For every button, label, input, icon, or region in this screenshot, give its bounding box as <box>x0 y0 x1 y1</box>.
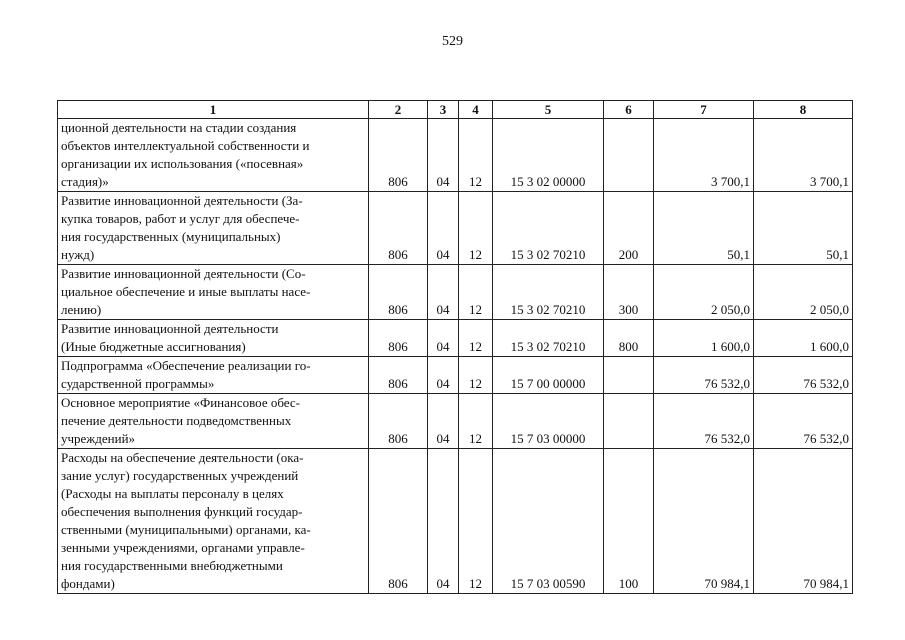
item-name-cell <box>58 357 369 394</box>
amount-cell: 1 600,0 <box>754 320 853 357</box>
item-name-line: Развитие инновационной деятельности (Со- <box>61 266 306 281</box>
table-row <box>58 192 853 265</box>
column-header: 7 <box>654 101 754 119</box>
target-article-cell: 15 7 03 00000 <box>493 394 604 449</box>
grbs-cell: 806 <box>369 449 428 594</box>
item-name-line: ственными (муниципальными) органами, ка- <box>61 522 311 537</box>
amount-cell: 76 532,0 <box>654 394 754 449</box>
item-name-line: зание услуг) государственных учреждений <box>61 468 299 483</box>
column-header: 6 <box>604 101 654 119</box>
item-name-line: учреждений» <box>61 431 136 446</box>
amount-cell: 2 050,0 <box>754 265 853 320</box>
expense-type-cell: 100 <box>604 449 654 594</box>
expense-type-cell: 300 <box>604 265 654 320</box>
subsection-cell: 12 <box>459 320 493 357</box>
budget-table <box>57 100 853 594</box>
grbs-cell: 806 <box>369 265 428 320</box>
section-cell: 04 <box>428 265 459 320</box>
amount-cell: 76 532,0 <box>754 357 853 394</box>
column-header: 1 <box>58 101 369 119</box>
target-article-cell: 15 7 00 00000 <box>493 357 604 394</box>
amount-cell: 76 532,0 <box>654 357 754 394</box>
item-name-line: ционной деятельности на стадии создания <box>61 120 297 135</box>
subsection-cell: 12 <box>459 394 493 449</box>
item-name-line: стадия)» <box>61 174 109 189</box>
table-row <box>58 449 853 594</box>
item-name-line: нужд) <box>61 247 95 262</box>
section-cell: 04 <box>428 357 459 394</box>
column-header: 2 <box>369 101 428 119</box>
item-name-line: печение деятельности подведомственных <box>61 413 292 428</box>
grbs-cell: 806 <box>369 357 428 394</box>
column-header: 5 <box>493 101 604 119</box>
grbs-cell: 806 <box>369 320 428 357</box>
target-article-cell: 15 7 03 00590 <box>493 449 604 594</box>
item-name-line: купка товаров, работ и услуг для обеспече- <box>61 211 300 226</box>
item-name-line: объектов интеллектуальной собственности и <box>61 138 310 153</box>
expense-type-cell: 800 <box>604 320 654 357</box>
target-article-cell: 15 3 02 70210 <box>493 192 604 265</box>
item-name-line: Развитие инновационной деятельности (За- <box>61 193 303 208</box>
item-name-line: зенными учреждениями, органами управле- <box>61 540 305 555</box>
item-name-cell <box>58 265 369 320</box>
item-name-line: Подпрограмма «Обеспечение реализации го- <box>61 358 311 373</box>
column-header: 3 <box>428 101 459 119</box>
target-article-cell: 15 3 02 70210 <box>493 265 604 320</box>
subsection-cell: 12 <box>459 119 493 192</box>
page-number: 529 <box>442 34 463 49</box>
subsection-cell: 12 <box>459 192 493 265</box>
amount-cell: 70 984,1 <box>654 449 754 594</box>
item-name-line: Развитие инновационной деятельности <box>61 321 279 336</box>
amount-cell: 70 984,1 <box>754 449 853 594</box>
column-header: 8 <box>754 101 853 119</box>
amount-cell: 2 050,0 <box>654 265 754 320</box>
expense-type-cell: 200 <box>604 192 654 265</box>
item-name-cell <box>58 320 369 357</box>
amount-cell: 3 700,1 <box>754 119 853 192</box>
target-article-cell: 15 3 02 00000 <box>493 119 604 192</box>
item-name-line: циальное обеспечение и иные выплаты насе- <box>61 284 311 299</box>
target-article-cell: 15 3 02 70210 <box>493 320 604 357</box>
item-name-cell <box>58 394 369 449</box>
section-cell: 04 <box>428 394 459 449</box>
subsection-cell: 12 <box>459 357 493 394</box>
amount-cell: 1 600,0 <box>654 320 754 357</box>
amount-cell: 50,1 <box>754 192 853 265</box>
item-name-line: лению) <box>61 302 102 317</box>
item-name-cell <box>58 449 369 594</box>
section-cell: 04 <box>428 449 459 594</box>
table-row <box>58 394 853 449</box>
table-row <box>58 320 853 357</box>
item-name-cell <box>58 119 369 192</box>
item-name-line: (Иные бюджетные ассигнования) <box>61 339 246 354</box>
section-cell: 04 <box>428 320 459 357</box>
subsection-cell: 12 <box>459 449 493 594</box>
grbs-cell: 806 <box>369 192 428 265</box>
subsection-cell: 12 <box>459 265 493 320</box>
expense-type-cell <box>604 357 654 394</box>
amount-cell: 50,1 <box>654 192 754 265</box>
item-name-line: ния государственных (муниципальных) <box>61 229 281 244</box>
expense-type-cell <box>604 119 654 192</box>
section-cell: 04 <box>428 119 459 192</box>
item-name-line: сударственной программы» <box>61 376 215 391</box>
item-name-line: ния государственными внебюджетными <box>61 558 283 573</box>
item-name-line: обеспечения выполнения функций государ- <box>61 504 303 519</box>
amount-cell: 76 532,0 <box>754 394 853 449</box>
column-header: 4 <box>459 101 493 119</box>
expense-type-cell <box>604 394 654 449</box>
table-body <box>58 119 853 594</box>
item-name-cell <box>58 192 369 265</box>
item-name-line: (Расходы на выплаты персоналу в целях <box>61 486 284 501</box>
section-cell: 04 <box>428 192 459 265</box>
item-name-line: организации их использования («посевная» <box>61 156 304 171</box>
header-row <box>58 101 853 119</box>
amount-cell: 3 700,1 <box>654 119 754 192</box>
item-name-line: Основное мероприятие «Финансовое обес- <box>61 395 300 410</box>
grbs-cell: 806 <box>369 394 428 449</box>
item-name-line: фондами) <box>61 576 115 591</box>
table-row <box>58 265 853 320</box>
item-name-line: Расходы на обеспечение деятельности (ока- <box>61 450 304 465</box>
grbs-cell: 806 <box>369 119 428 192</box>
table-row <box>58 119 853 192</box>
table-row <box>58 357 853 394</box>
